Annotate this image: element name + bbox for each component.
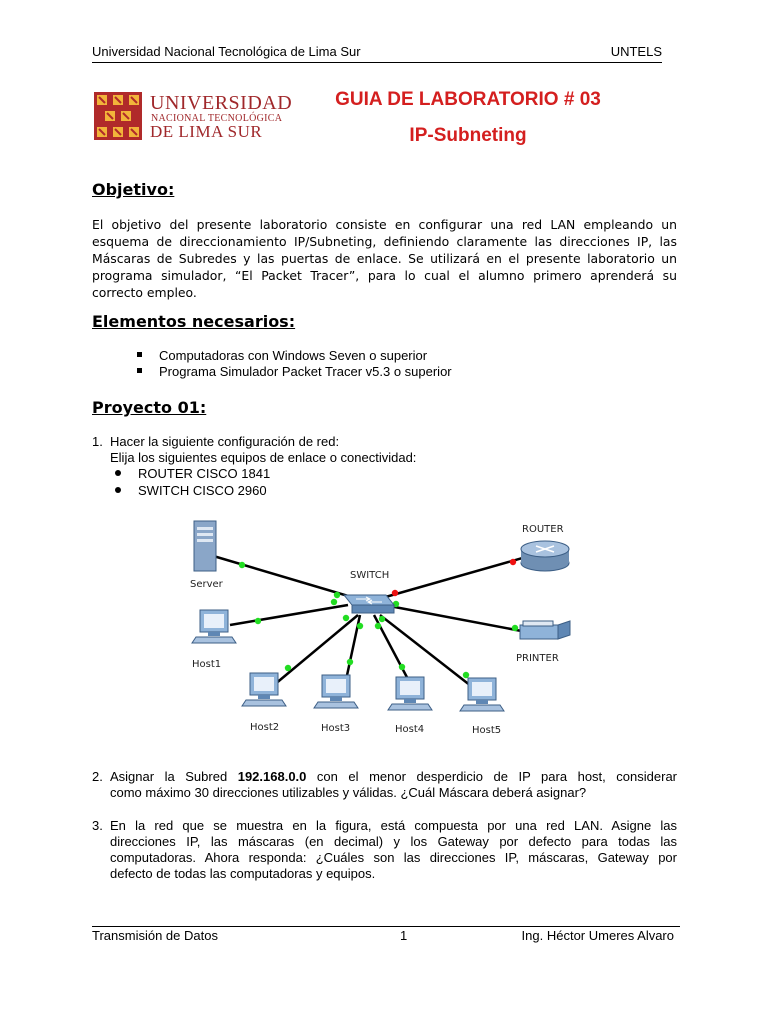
step3-paragraph xyxy=(92,818,677,882)
router-icon xyxy=(521,541,569,571)
list-item xyxy=(115,483,267,499)
logo-line-3: DE LIMA SUR xyxy=(150,122,263,141)
heading-proyecto: Proyecto 01: xyxy=(92,398,207,417)
label-switch: SWITCH xyxy=(350,570,390,581)
footer-course: Transmisión de Datos xyxy=(92,928,218,943)
bullet-icon xyxy=(115,470,121,476)
step1-subtext: Elija los siguientes equipos de enlace o conectividad: xyxy=(110,450,417,465)
label-host4: Host4 xyxy=(395,724,425,735)
label-host5: Host5 xyxy=(472,725,502,736)
square-bullet-icon xyxy=(137,368,142,373)
document-title: GUIA DE LABORATORIO # 03 xyxy=(335,89,601,110)
label-server: Server xyxy=(190,579,223,590)
heading-objetivo: Objetivo: xyxy=(92,180,175,199)
page-footer xyxy=(92,926,680,944)
logo-line-1: UNIVERSIDAD xyxy=(150,92,293,114)
label-host1: Host1 xyxy=(192,659,222,670)
step3-line: direcciones IP, las máscaras (en decimal) y los Gateway por defecto para todas las xyxy=(110,834,677,849)
page-header xyxy=(92,44,662,63)
host1-icon xyxy=(192,610,236,643)
equipment-text: SWITCH CISCO 2960 xyxy=(138,483,267,498)
list-item xyxy=(137,348,427,364)
step2-paragraph xyxy=(92,769,677,801)
network-topology-diagram xyxy=(170,515,590,745)
objetivo-line: El objetivo del presente laboratorio consiste en configurar una red LAN empleando un xyxy=(92,217,677,232)
label-host3: Host3 xyxy=(321,723,351,734)
label-router: ROUTER xyxy=(522,524,564,535)
header-acronym: UNTELS xyxy=(610,44,662,59)
header-institution: Universidad Nacional Tecnológica de Lima Sur xyxy=(92,44,361,59)
printer-icon xyxy=(520,621,570,639)
step3-line: En la red que se muestra en la figura, está compuesta por una red LAN. Asigne las xyxy=(110,818,677,833)
objetivo-line: Máscaras de Subredes y las puertas de enlace. Se utilizará en el presente laboratorio un xyxy=(92,251,677,266)
label-printer: PRINTER xyxy=(516,653,559,664)
bullet-icon xyxy=(115,487,121,493)
step3-line: computadoras. Ahora responda: ¿Cuáles son las direcciones IP, máscaras, Gateway por xyxy=(110,850,677,865)
square-bullet-icon xyxy=(137,352,142,357)
objetivo-paragraph xyxy=(92,216,677,301)
step1-text: Hacer la siguiente configuración de red: xyxy=(110,434,340,449)
equipment-text: ROUTER CISCO 1841 xyxy=(138,466,271,481)
subnet-address: 192.168.0.0 xyxy=(237,769,307,784)
host2-icon xyxy=(242,673,286,706)
objetivo-line: esquema de direccionamiento IP/Subneting, definiendo claramente las direcciones IP, las xyxy=(92,234,677,249)
step2-line: como máximo 30 direcciones utilizables y válidas. ¿Cuál Máscara deberá asignar? xyxy=(110,785,587,800)
list-item xyxy=(137,364,452,380)
server-icon xyxy=(194,521,216,571)
elemento-text: Programa Simulador Packet Tracer v5.3 o superior xyxy=(159,364,452,379)
page-number: 1 xyxy=(400,928,408,943)
switch-icon xyxy=(344,595,394,613)
step2-text-pre: Asignar la Subred xyxy=(110,769,238,784)
host4-icon xyxy=(388,677,432,710)
objetivo-line: programa simulador, “El Packet Tracer”, para lo cual el alumno primero aprenderá su xyxy=(92,268,677,283)
university-logo xyxy=(94,92,293,141)
label-host2: Host2 xyxy=(250,722,280,733)
step2-number: 2. xyxy=(92,769,103,784)
footer-author: Ing. Héctor Umeres Alvaro xyxy=(521,928,674,943)
document-subtitle: IP-Subneting xyxy=(409,125,527,146)
step3-number: 3. xyxy=(92,818,103,833)
step1-number: 1. xyxy=(92,434,103,449)
step2-text-post: con el menor desperdicio de IP para host, considerar xyxy=(306,769,678,784)
elemento-text: Computadoras con Windows Seven o superior xyxy=(159,348,428,363)
objetivo-line: correcto empleo. xyxy=(92,285,197,300)
university-emblem-icon xyxy=(94,92,142,140)
list-item xyxy=(115,466,270,482)
step3-line: defecto de todas las computadoras y equipos. xyxy=(110,866,376,881)
logo-line-2: NACIONAL TECNOLÓGICA xyxy=(151,113,283,124)
heading-elementos: Elementos necesarios: xyxy=(92,312,296,331)
host3-icon xyxy=(314,675,358,708)
